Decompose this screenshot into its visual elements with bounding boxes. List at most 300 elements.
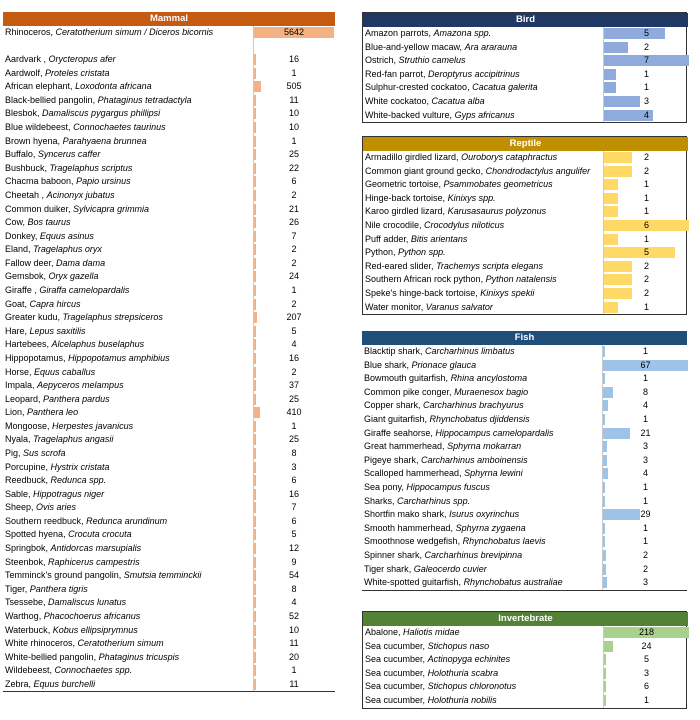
common-name: Reedbuck	[5, 475, 46, 486]
common-name: Geometric tortoise	[365, 179, 439, 190]
reptile-value-label: 1	[643, 233, 649, 244]
fish-value-label: 3	[642, 577, 648, 588]
mammal-row	[3, 325, 335, 338]
mammal-bottom-rule	[3, 691, 335, 692]
mammal-species-label	[5, 420, 251, 433]
bird-row	[363, 41, 688, 54]
common-name: Greater kudu	[5, 312, 58, 323]
scientific-name: Carcharhinus brevipinna	[424, 550, 523, 560]
mammal-species-label	[5, 53, 251, 66]
scientific-name: Lepus saxitilis	[29, 325, 86, 336]
scientific-name: Raphicerus campestris	[48, 556, 140, 567]
scientific-name: Connochaetes taurinus	[73, 122, 166, 133]
name-separator: ,	[438, 179, 444, 190]
mammal-value-label: 25	[288, 149, 299, 160]
common-name: Speke's hinge-back tortoise	[365, 288, 476, 298]
mammal-row	[3, 501, 335, 514]
scientific-name: Carcharhinus brachyurus	[423, 400, 524, 411]
fish-species-label	[364, 440, 600, 453]
mammal-value-label: 11	[289, 94, 299, 105]
scientific-name: Tragelaphus oryx	[33, 244, 102, 255]
mammal-row	[3, 352, 335, 365]
mammal-row	[3, 637, 335, 650]
reptile-value-label: 6	[643, 220, 649, 230]
fish-value-label: 1	[642, 522, 648, 533]
mammal-species-label	[5, 26, 251, 39]
invertebrate-species-label	[365, 694, 601, 707]
mammal-species-label	[5, 338, 251, 351]
reptile-value-label: 2	[643, 165, 649, 176]
scientific-name: Cacatua alba	[431, 96, 485, 106]
name-separator: ,	[450, 522, 456, 533]
fish-species-label	[364, 481, 600, 494]
scientific-name: Alcelaphus buselaphus	[51, 339, 145, 350]
name-separator: ,	[459, 41, 465, 52]
mammal-species-label	[5, 80, 251, 93]
mammal-species-label	[5, 311, 251, 324]
name-separator: ,	[405, 233, 411, 244]
scientific-name: Panthera leo	[27, 407, 79, 418]
common-name: Red-eared slider	[365, 260, 432, 271]
common-name: Lion	[5, 407, 23, 418]
mammal-value-label: 6	[291, 475, 297, 486]
bird-row	[363, 68, 688, 81]
mammal-species-label	[5, 107, 251, 120]
mammal-row	[3, 338, 335, 351]
bird-row	[363, 81, 688, 94]
name-separator: ,	[47, 420, 53, 431]
scientific-name: Kinixys spekii	[480, 288, 535, 298]
mammal-row	[3, 678, 335, 691]
scientific-name: Hippopotamus amphibius	[68, 352, 170, 363]
fish-table	[362, 331, 687, 592]
reptile-row	[363, 178, 688, 191]
common-name: Scalloped hammerhead	[364, 468, 460, 479]
reptile-value-label: 2	[643, 288, 649, 298]
common-name: White-backed vulture	[365, 109, 450, 120]
fish-row	[362, 454, 687, 467]
mammal-value-label: 1	[291, 420, 297, 431]
common-name: Gemsbok	[5, 271, 44, 282]
scientific-name: Rhynchobatus laevis	[462, 536, 546, 547]
mammal-value-label: 22	[288, 162, 299, 173]
common-name: Sable	[5, 488, 29, 499]
mammal-row	[3, 67, 335, 80]
common-name: Donkey	[5, 230, 35, 241]
scientific-name: Equus asinus	[39, 230, 94, 241]
reptile-species-label	[365, 260, 601, 273]
name-separator: ,	[422, 667, 428, 678]
name-separator: ,	[418, 400, 424, 411]
common-name: Hinge-back tortoise	[365, 192, 443, 203]
common-name: Abalone	[365, 627, 399, 637]
scientific-name: Carcharhinus limbatus	[425, 346, 515, 356]
name-separator: ,	[28, 678, 34, 689]
fish-row	[362, 399, 687, 412]
common-name: Impala	[5, 380, 33, 391]
reptile-row	[363, 287, 688, 300]
scientific-name: Parahyaena brunnea	[62, 135, 147, 146]
invertebrate-species-label	[365, 680, 601, 693]
name-separator: ,	[72, 638, 78, 649]
common-name: Giant guitarfish	[364, 414, 425, 424]
mammal-row	[3, 610, 335, 623]
reptile-value-label: 1	[643, 301, 649, 312]
scientific-name: Crocuta crocuta	[68, 529, 132, 540]
common-name: Eland	[5, 244, 29, 255]
scientific-name: Acinonyx jubatus	[46, 189, 115, 200]
common-name: White rhinoceros	[5, 638, 73, 649]
mammal-species-label	[5, 664, 251, 677]
scientific-name: Actinopyga echinites	[427, 654, 511, 665]
scientific-name: Rhynchobatus australiae	[463, 577, 563, 588]
fish-row	[362, 440, 687, 453]
fish-value-label: 29	[640, 509, 651, 520]
name-separator: ,	[92, 94, 98, 105]
invertebrate-table	[362, 611, 687, 709]
common-name: Horse	[5, 366, 30, 377]
mammal-species-label	[5, 379, 251, 392]
name-separator: ,	[416, 454, 422, 465]
reptile-row	[363, 260, 688, 273]
common-name: Porcupine	[5, 461, 46, 472]
invertebrate-value-label: 5	[643, 654, 649, 665]
common-name: Leopard	[5, 393, 39, 404]
name-separator: ,	[424, 414, 430, 424]
bird-row	[363, 95, 688, 108]
name-separator: ,	[28, 488, 34, 499]
fish-bottom-rule	[362, 590, 687, 591]
name-separator: ,	[445, 373, 451, 384]
name-separator: ,	[57, 312, 63, 323]
mammal-value-label: 2	[291, 257, 297, 268]
mammal-value-label: 2	[291, 366, 297, 377]
scientific-name: Python spp.	[398, 247, 446, 258]
mammal-value-label: 52	[288, 610, 299, 621]
mammal-row	[3, 26, 335, 39]
scientific-name: Carcharhinus amboinensis	[421, 454, 528, 465]
scientific-name: Holothuria nobilis	[427, 695, 497, 705]
name-separator: ,	[38, 393, 44, 404]
common-name: Cheetah	[5, 189, 40, 200]
reptile-row	[363, 233, 688, 246]
common-name: Pigeye shark	[364, 454, 417, 465]
fish-species-label	[364, 549, 600, 562]
scientific-name: Sphyrna zygaena	[455, 522, 526, 533]
mammal-row	[3, 311, 335, 324]
fish-row	[362, 522, 687, 535]
name-separator: ,	[28, 434, 34, 445]
common-name: Tiger	[5, 583, 25, 594]
common-name: Goat	[5, 298, 25, 309]
scientific-name: Hippotragus niger	[33, 488, 105, 499]
mammal-row	[3, 53, 335, 66]
reptile-species-label	[365, 205, 601, 218]
reptile-value-label: 2	[643, 152, 649, 162]
name-separator: ,	[480, 274, 486, 285]
name-separator: ,	[24, 583, 30, 594]
common-name: Blue wildebeest	[5, 122, 69, 133]
mammal-row	[3, 461, 335, 474]
bird-value-label: 5	[643, 28, 649, 38]
mammal-value-label: 16	[288, 54, 299, 65]
fish-value-label: 2	[642, 563, 648, 574]
fish-value-label: 67	[640, 359, 651, 370]
fish-species-label	[364, 386, 600, 399]
mammal-species-label	[5, 583, 251, 596]
mammal-row	[3, 528, 335, 541]
reptile-value-label: 2	[643, 274, 649, 285]
mammal-value-label: 16	[288, 488, 299, 499]
common-name: Karoo girdled lizard	[365, 206, 443, 217]
common-name: Giraffe	[5, 285, 32, 296]
common-name: Common duiker	[5, 203, 69, 214]
common-name: Spotted hyena	[5, 529, 64, 540]
name-separator: ,	[442, 206, 448, 217]
mammal-value-label: 1	[291, 665, 297, 676]
mammal-species-label	[5, 243, 251, 256]
scientific-name: Prionace glauca	[411, 359, 477, 370]
common-name: Fallow deer	[5, 257, 52, 268]
fish-species-label	[364, 508, 600, 521]
mammal-species-label	[5, 325, 251, 338]
common-name: White-bellied pangolin	[5, 651, 94, 662]
mammal-species-label	[5, 366, 251, 379]
scientific-name: Isurus oxyrinchus	[449, 509, 520, 520]
common-name: Amazon parrots	[365, 28, 429, 38]
mammal-row	[3, 148, 335, 161]
mammal-species-label	[5, 257, 251, 270]
invertebrate-species-label	[365, 626, 601, 639]
scientific-name: Panthera pardus	[43, 393, 110, 404]
fish-species-label	[364, 372, 600, 385]
mammal-value-label: 26	[288, 217, 299, 228]
reptile-row	[363, 301, 688, 314]
mammal-species-label	[5, 298, 251, 311]
scientific-name: Ovis aries	[36, 502, 77, 513]
scientific-name: Rhina ancylostoma	[450, 373, 528, 384]
mammal-value-label: 4	[291, 339, 297, 350]
mammal-value-label: 8	[291, 447, 297, 458]
reptile-species-label	[365, 246, 601, 259]
reptile-species-label	[365, 301, 601, 314]
mammal-species-label	[5, 135, 251, 148]
scientific-name: Equus burchelli	[33, 678, 96, 689]
mammal-value-label: 207	[286, 312, 302, 323]
name-separator: ,	[422, 681, 428, 692]
mammal-value-label: 410	[286, 407, 302, 418]
invertebrate-species-label	[365, 653, 601, 666]
scientific-name: Deroptyrus accipitrinus	[428, 68, 520, 79]
scientific-name: Tragelaphus angasii	[33, 434, 114, 445]
mammal-value-label: 54	[288, 570, 299, 581]
invertebrate-row	[363, 667, 688, 680]
bird-row	[363, 54, 688, 67]
mammal-value-label: 6	[291, 515, 297, 526]
reptile-species-label	[365, 219, 601, 232]
mammal-value-label: 10	[288, 122, 299, 133]
common-name: Hare	[5, 325, 25, 336]
fish-header: Fish	[362, 331, 687, 345]
common-name: Mongoose	[5, 420, 48, 431]
mammal-row	[3, 40, 335, 53]
invertebrate-row	[363, 640, 688, 653]
name-separator: ,	[81, 515, 87, 526]
reptile-table	[362, 136, 687, 315]
name-separator: ,	[24, 325, 30, 336]
mammal-species-label	[5, 162, 251, 175]
name-separator: ,	[430, 427, 436, 438]
reptile-row	[363, 192, 688, 205]
common-name: Brown hyena	[5, 135, 58, 146]
fish-row	[362, 413, 687, 426]
name-separator: ,	[57, 135, 63, 146]
mammal-row	[3, 162, 335, 175]
scientific-name: Hystrix cristata	[50, 461, 110, 472]
name-separator: ,	[29, 366, 35, 377]
mammal-row	[3, 542, 335, 555]
name-separator: ,	[419, 550, 425, 560]
fish-row	[362, 386, 687, 399]
mammal-species-label	[5, 556, 251, 569]
reptile-species-label	[365, 287, 601, 300]
scientific-name: Loxodonta africana	[75, 81, 152, 92]
common-name: African elephant	[5, 81, 71, 92]
common-name: Sea cucumber	[365, 667, 423, 678]
common-name: Southern African rock python	[365, 274, 481, 285]
reptile-value-label: 5	[643, 247, 649, 258]
scientific-name: Proteles cristata	[45, 67, 110, 78]
mammal-species-label	[5, 651, 251, 664]
reptile-value-label: 1	[643, 192, 649, 203]
common-name: Buffalo	[5, 149, 33, 160]
scientific-name: Tragelaphus strepsiceros	[62, 312, 163, 323]
bird-species-label	[365, 41, 601, 54]
mammal-species-label	[5, 406, 251, 419]
scientific-name: Carcharhinus spp.	[397, 495, 471, 506]
fish-row	[362, 563, 687, 576]
invertebrate-row	[363, 694, 688, 707]
reptile-row	[363, 273, 688, 286]
common-name: Aardvark	[5, 54, 42, 65]
mammal-value-label: 9	[291, 556, 297, 567]
bird-value-label: 4	[643, 109, 649, 120]
scientific-name: Python natalensis	[485, 274, 557, 285]
name-separator: ,	[31, 502, 37, 513]
fish-row	[362, 549, 687, 562]
common-name: Smoothnose wedgefish	[364, 536, 458, 547]
bird-row	[363, 109, 688, 122]
common-name: Warthog	[5, 610, 39, 621]
common-name: Tsessebe	[5, 597, 44, 608]
mammal-row	[3, 135, 335, 148]
fish-species-label	[364, 467, 600, 480]
scientific-name: Stichopus naso	[427, 640, 490, 651]
fish-row	[362, 495, 687, 508]
scientific-name: Ara ararauna	[464, 41, 518, 52]
common-name: Zebra	[5, 678, 29, 689]
scientific-name: Papio ursinus	[76, 176, 131, 187]
mammal-header: Mammal	[3, 12, 335, 26]
scientific-name: Redunca arundinum	[86, 515, 168, 526]
scientific-name: Muraenesox bagio	[454, 386, 529, 397]
name-separator: ,	[456, 152, 462, 162]
name-separator: ,	[398, 627, 404, 637]
scientific-name: Rhynchobatus djiddensis	[429, 414, 530, 424]
mammal-species-label	[5, 474, 251, 487]
reptile-row	[363, 165, 688, 178]
name-separator: ,	[408, 563, 414, 574]
mammal-row	[3, 379, 335, 392]
mammal-species-label	[5, 501, 251, 514]
mammal-row	[3, 393, 335, 406]
name-separator: ,	[40, 67, 46, 78]
mammal-row	[3, 433, 335, 446]
scientific-name: Ouroborys cataphractus	[461, 152, 558, 162]
fish-row	[362, 467, 687, 480]
common-name: Cow	[5, 217, 23, 228]
common-name: Bowmouth guitarfish	[364, 373, 446, 384]
mammal-row	[3, 420, 335, 433]
invertebrate-value-label: 6	[643, 681, 649, 692]
mammal-row	[3, 583, 335, 596]
common-name: Rhinoceros	[5, 27, 51, 37]
common-name: Nyala	[5, 434, 29, 445]
common-name: Nile crocodile	[365, 220, 420, 230]
mammal-species-label	[5, 433, 251, 446]
scientific-name: Phataginus tetradactyla	[97, 94, 192, 105]
name-separator: ,	[37, 108, 43, 119]
mammal-species-label	[5, 610, 251, 623]
mammal-value-label: 3	[291, 461, 297, 472]
bird-species-label	[365, 109, 601, 122]
bird-value-label: 3	[643, 96, 649, 106]
common-name: Armadillo girdled lizard	[365, 152, 457, 162]
mammal-value-label: 10	[288, 624, 299, 635]
name-separator: ,	[45, 543, 51, 554]
mammal-row	[3, 107, 335, 120]
fish-row	[362, 345, 687, 358]
scientific-name: Bos taurus	[27, 217, 71, 228]
mammal-species-label	[5, 528, 251, 541]
fish-value-label: 1	[642, 373, 648, 384]
common-name: Blue-and-yellow macaw	[365, 41, 460, 52]
fish-species-label	[364, 522, 600, 535]
mammal-value-label: 505	[286, 81, 302, 92]
name-separator: ,	[44, 162, 50, 173]
mammal-value-label: 5	[291, 325, 297, 336]
common-name: Water monitor	[365, 301, 421, 312]
scientific-name: Ceratotherium simum	[77, 638, 164, 649]
fish-value-label: 1	[642, 536, 648, 547]
common-name: Copper shark	[364, 400, 419, 411]
reptile-value-label: 1	[643, 206, 649, 217]
common-name: Great hammerhead	[364, 441, 443, 452]
mammal-value-label: 7	[291, 502, 297, 513]
reptile-species-label	[365, 165, 601, 178]
name-separator: ,	[34, 285, 40, 296]
scientific-name: Damaliscus pygargus phillipsi	[42, 108, 161, 119]
scientific-name: Phacochoerus africanus	[43, 610, 141, 621]
common-name: Giraffe seahorse	[364, 427, 431, 438]
scientific-name: Gyps africanus	[454, 109, 515, 120]
mammal-value-label: 2	[291, 189, 297, 200]
invertebrate-value-label: 1	[643, 695, 649, 705]
scientific-name: Antidorcas marsupialis	[50, 543, 142, 554]
fish-species-label	[364, 345, 600, 358]
fish-species-label	[364, 413, 600, 426]
scientific-name: Giraffa camelopardalis	[39, 285, 130, 296]
